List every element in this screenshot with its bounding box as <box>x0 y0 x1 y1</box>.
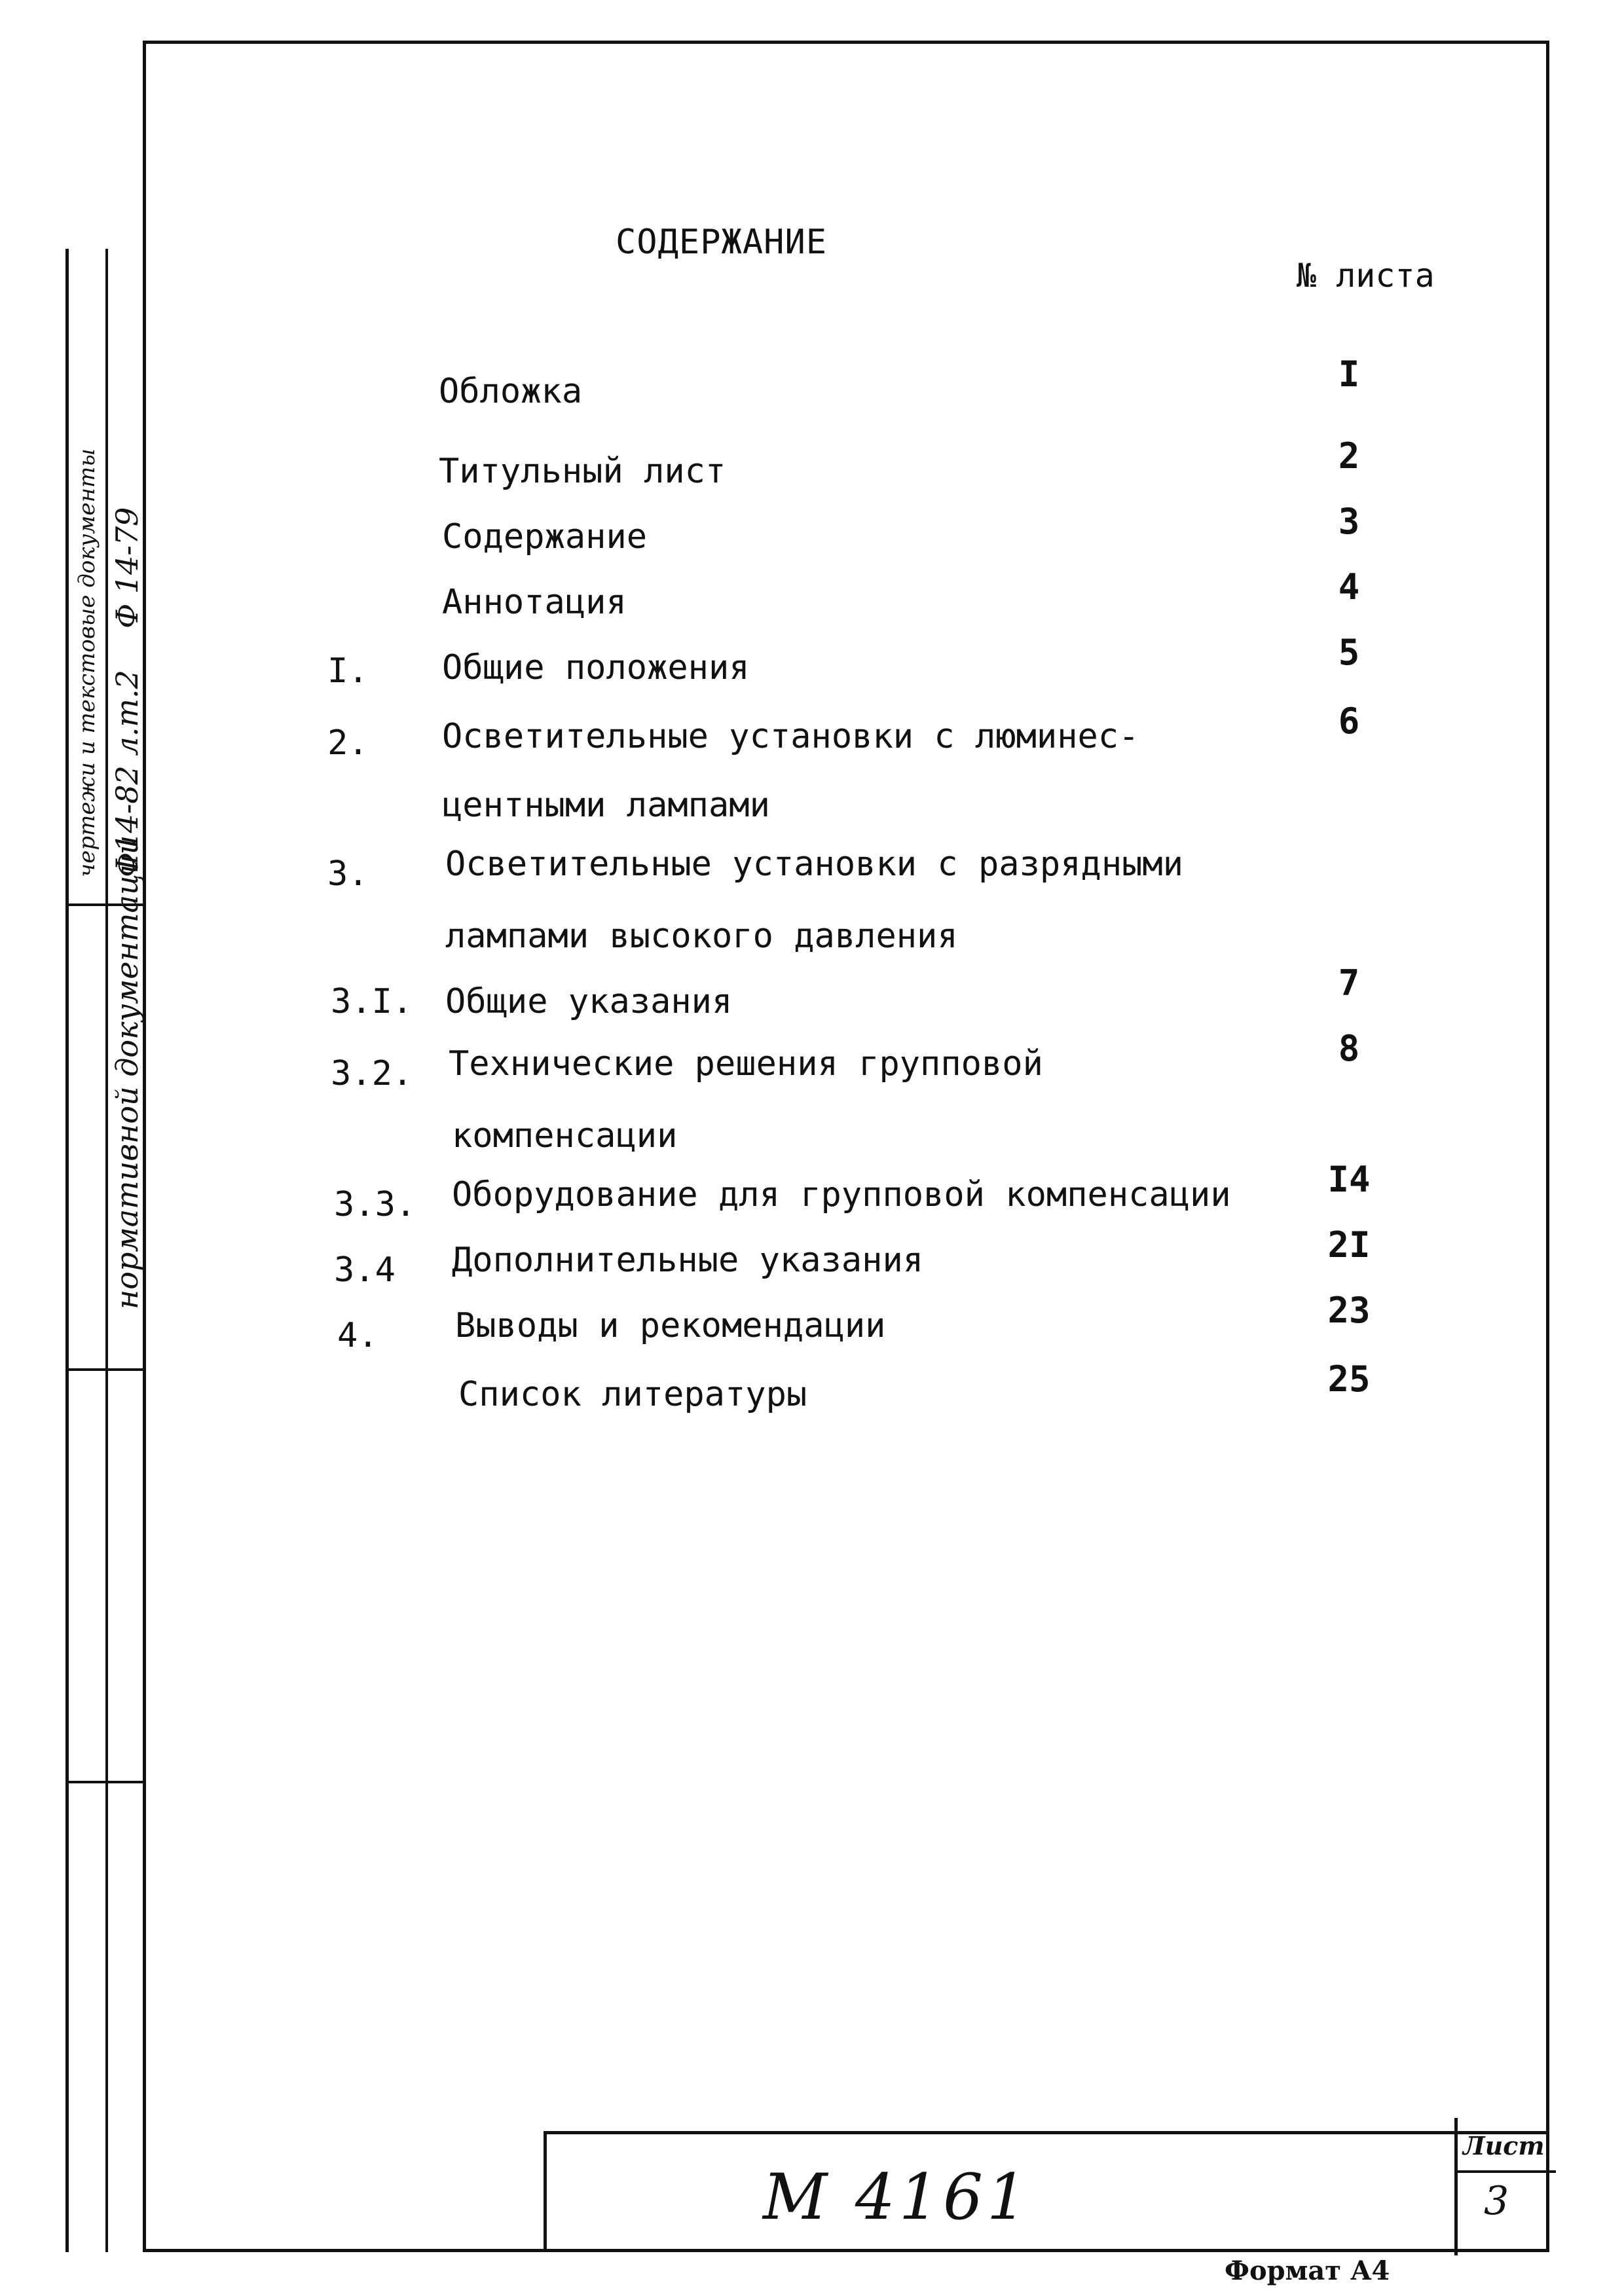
toc-item-page: 4 <box>1338 566 1360 608</box>
toc-item-page: 2 <box>1338 435 1360 477</box>
toc-item-page: 6 <box>1338 701 1360 742</box>
toc-item-text: Общие указания <box>445 982 733 1021</box>
toc-item-text: центными лампами <box>442 786 770 825</box>
side-stamp-ref-1: Ф14-82 л.т.2 <box>109 670 145 877</box>
toc-item-text: Список литературы <box>458 1375 807 1414</box>
toc-item-text: Титульный лист <box>439 452 726 491</box>
toc-item-text: Содержание <box>442 517 648 556</box>
toc-item-number: I. <box>327 651 369 691</box>
toc-item-text: компенсации <box>452 1116 678 1156</box>
side-stamp-ref-2: Ф 14-79 <box>109 507 145 629</box>
toc-item-page: 25 <box>1327 1358 1371 1400</box>
toc-item-number: 2. <box>327 723 369 763</box>
toc-item-page: 5 <box>1338 632 1360 673</box>
side-stamp <box>65 249 143 2252</box>
toc-item-text: Оборудование для групповой компенсации <box>452 1175 1231 1214</box>
toc-item-number: 3.2. <box>331 1054 413 1093</box>
toc-item-page: 3 <box>1338 501 1360 542</box>
toc-item-text: Выводы и рекомендации <box>455 1306 886 1345</box>
side-stamp-caption-top: чертежи и текстовые документы <box>74 448 100 877</box>
page-title: СОДЕРЖАНИЕ <box>616 223 828 262</box>
toc-item-text: Аннотация <box>442 583 627 622</box>
sheet-box-divider <box>1458 2170 1556 2173</box>
sheet-number-box <box>1454 2118 1553 2255</box>
toc-item-text: Технические решения групповой <box>449 1044 1043 1084</box>
document-code: М 4161 <box>763 2160 1031 2234</box>
toc-item-page: I <box>1338 354 1360 395</box>
toc-item-page: I4 <box>1327 1159 1371 1200</box>
sheet-number: 3 <box>1484 2178 1509 2224</box>
toc-item-page: 2I <box>1327 1224 1371 1266</box>
toc-item-text: лампами высокого давления <box>445 917 958 956</box>
sheet-column-header: № листа <box>1297 257 1435 295</box>
side-stamp-divider <box>69 1368 146 1371</box>
toc-item-number: 3. <box>327 854 369 894</box>
toc-item-page: 23 <box>1327 1290 1371 1331</box>
title-block-stamp <box>544 2131 1549 2252</box>
toc-item-text: Дополнительные указания <box>452 1241 924 1280</box>
side-stamp-divider <box>69 1781 146 1783</box>
side-stamp-divider <box>105 249 108 2252</box>
toc-item-text: Обложка <box>439 372 583 411</box>
toc-item-number: 3.I. <box>331 982 413 1021</box>
toc-item-number: 3.3. <box>334 1185 416 1224</box>
toc-item-number: 3.4 <box>334 1250 396 1290</box>
toc-item-text: Осветительные установки с люминес- <box>442 717 1139 756</box>
paper-format: Формат А4 <box>1225 2255 1390 2286</box>
toc-item-text: Осветительные установки с разрядными <box>445 845 1184 884</box>
toc-item-page: 7 <box>1338 962 1360 1004</box>
sheet-label: Лист <box>1463 2131 1545 2160</box>
toc-item-text: Общие положения <box>442 648 750 687</box>
toc-item-page: 8 <box>1338 1028 1360 1069</box>
toc-item-number: 4. <box>337 1316 378 1355</box>
side-stamp-caption: нормативной документации <box>109 835 145 1309</box>
